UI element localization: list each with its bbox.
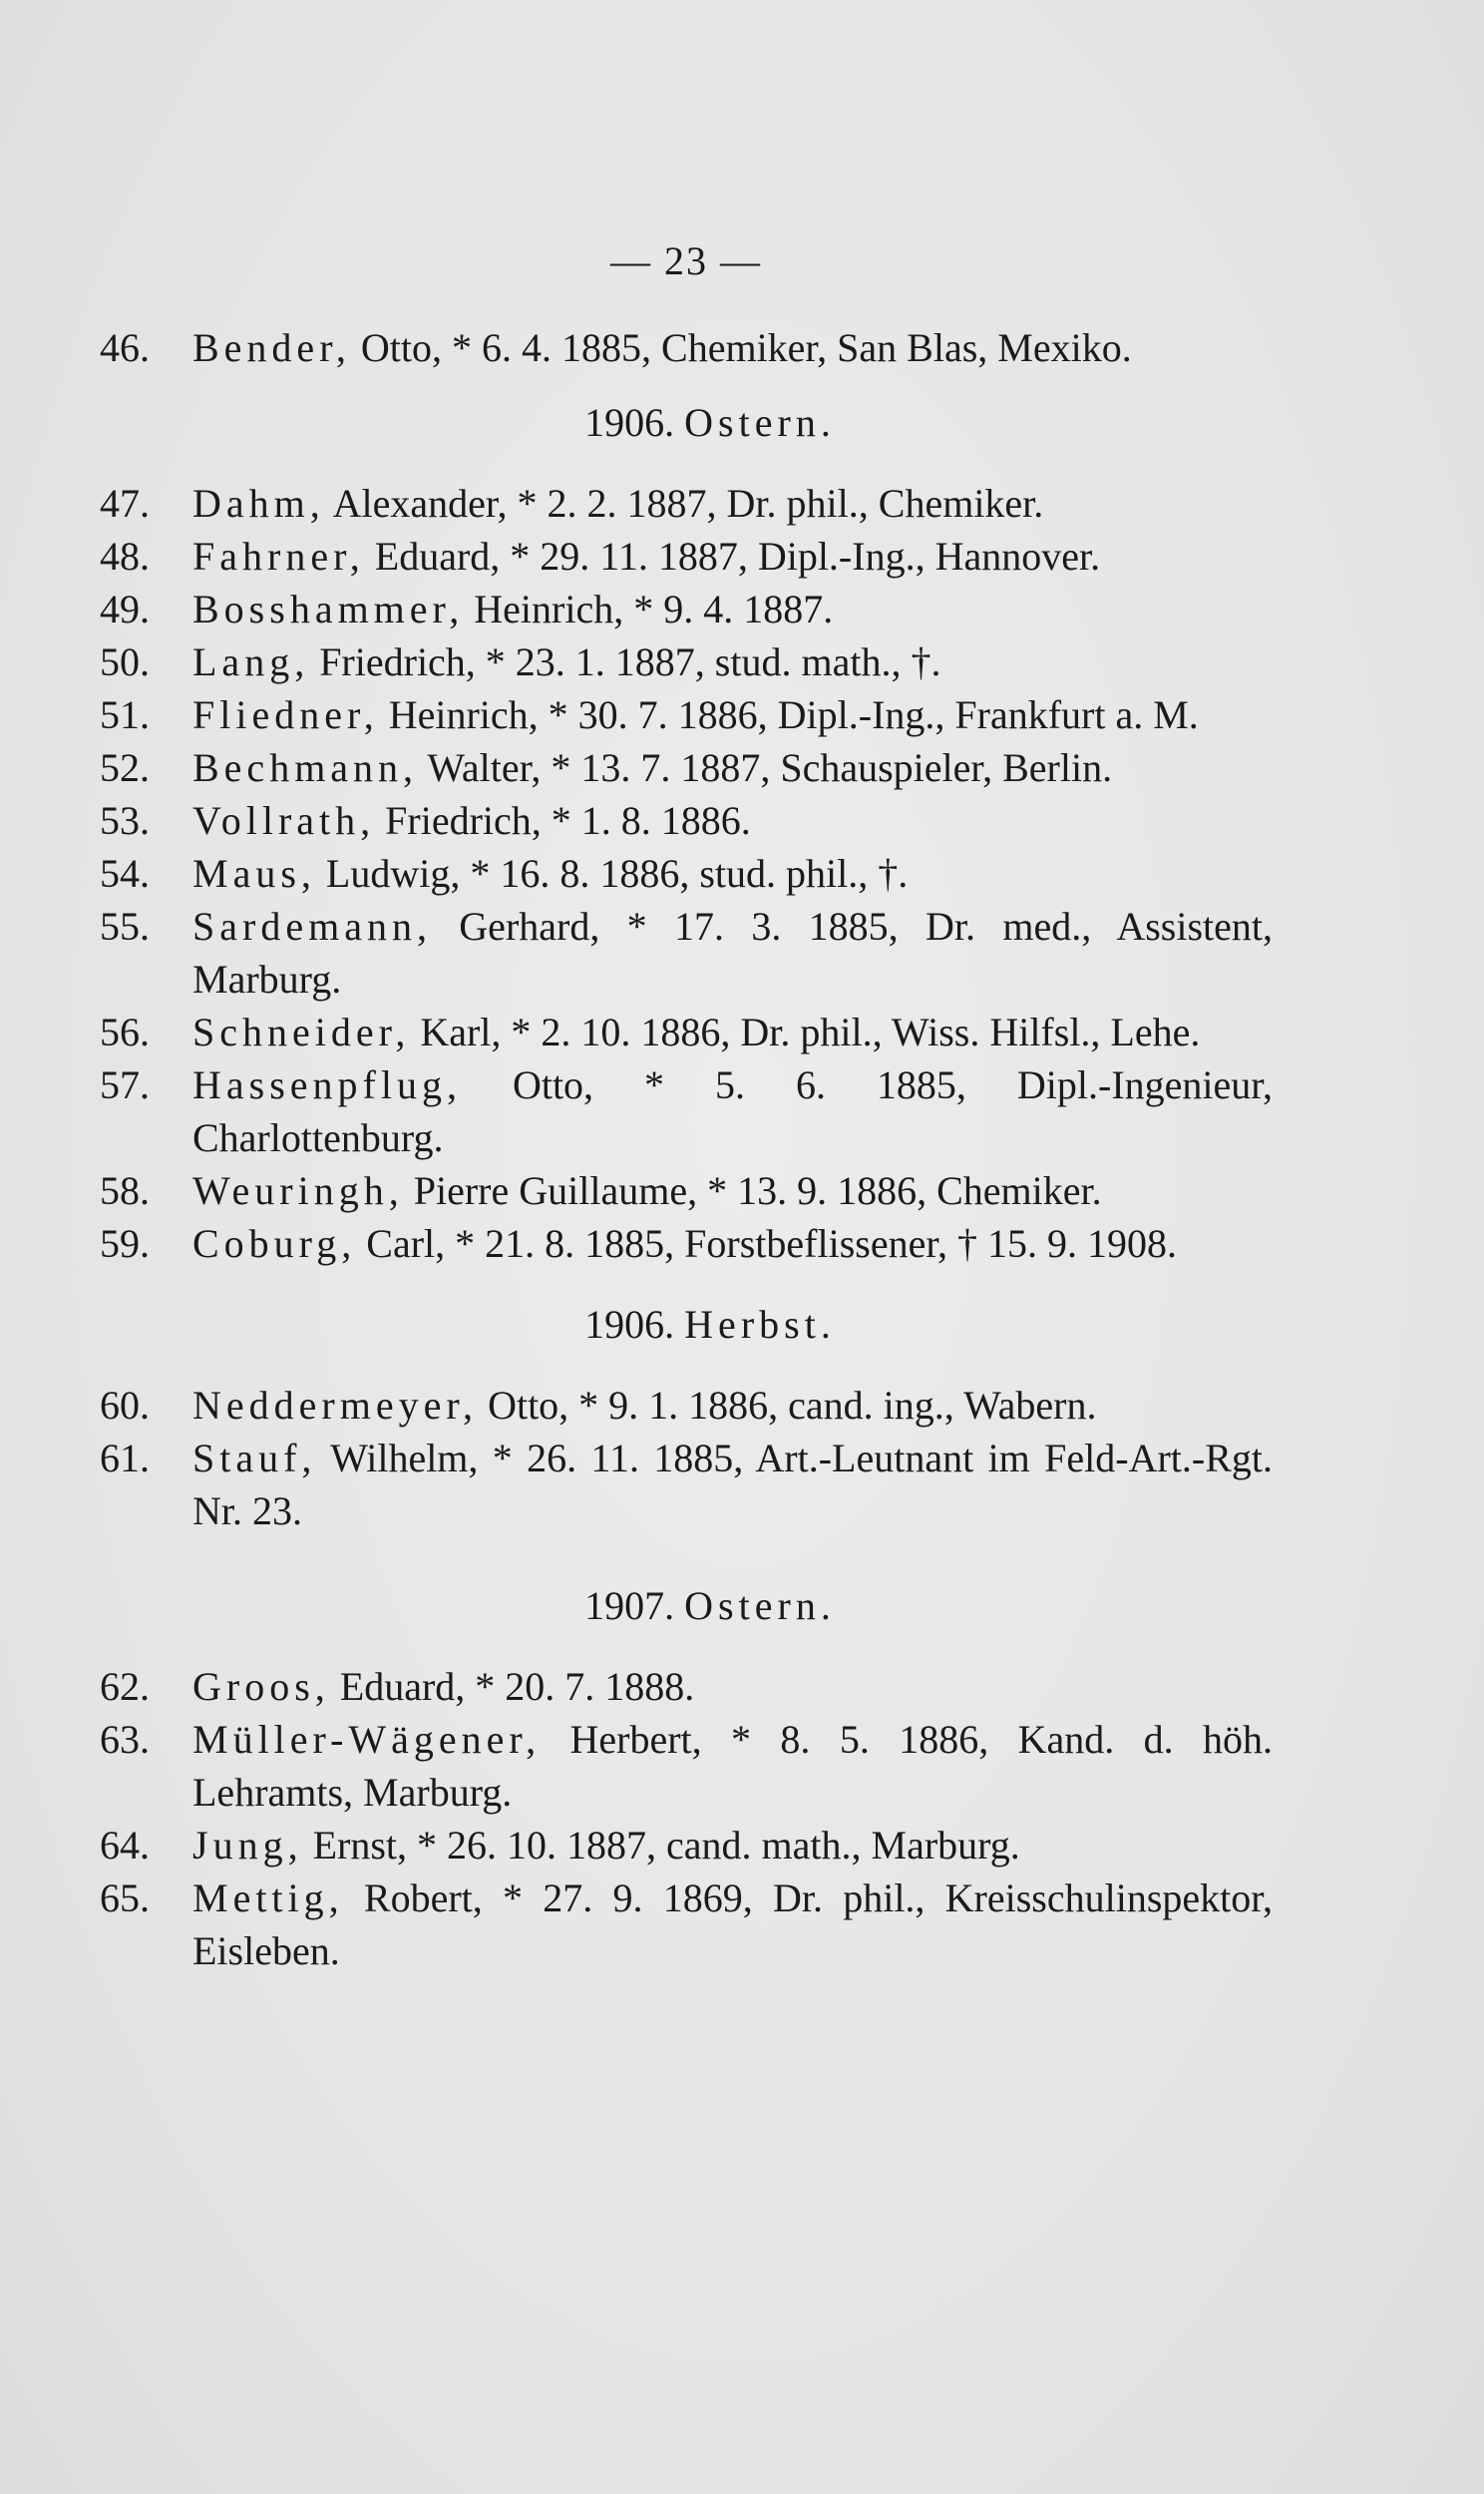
section-year: 1906. <box>584 400 675 445</box>
entry-details: Karl, * 2. 10. 1886, Dr. phil., Wiss. Hilfsl., Lehe. <box>420 1010 1201 1054</box>
section-header-1906-herbst <box>148 1298 1273 1351</box>
entry-name: Schneider, <box>192 1010 411 1054</box>
entry-name: Sardemann, <box>192 904 432 949</box>
entry-text <box>192 1660 1273 1713</box>
entry-details: Otto, * 5. 6. 1885, Dipl.-Ingenieur, Charlottenburg. <box>192 1062 1273 1160</box>
entry-number: 57. <box>100 1062 150 1107</box>
entry-details: Heinrich, * 9. 4. 1887. <box>474 587 834 631</box>
entry-name: Fahrner, <box>192 534 365 579</box>
entry-number: 53. <box>100 798 150 843</box>
entry-name: Mettig, <box>192 1875 344 1920</box>
entry-number: 60. <box>100 1383 150 1428</box>
entry-number: 58. <box>100 1168 150 1213</box>
entry-text <box>192 477 1273 530</box>
list-item <box>100 847 1273 900</box>
entry-details: Ludwig, * 16. 8. 1886, stud. phil., †. <box>325 851 909 896</box>
entry-text <box>192 530 1273 583</box>
entry-details: Wilhelm, * 26. 11. 1885, Art.-Leutnant im Feld-Art.-Rgt. Nr. 23. <box>192 1436 1273 1533</box>
entry-number: 48. <box>100 534 150 579</box>
entry-text <box>192 321 1273 374</box>
entry-name: Bender, <box>192 325 351 370</box>
entry-number: 47. <box>100 481 150 526</box>
entry-number: 64. <box>100 1823 150 1868</box>
entry-details: Carl, * 21. 8. 1885, Forstbeflissener, † 15. 9. 1908. <box>366 1221 1178 1266</box>
entry-name: Stauf, <box>192 1436 317 1480</box>
list-item <box>100 1058 1273 1164</box>
entry-text <box>192 1217 1273 1270</box>
entry-details: Alexander, * 2. 2. 1887, Dr. phil., Chemiker. <box>332 481 1044 526</box>
entry-group-b <box>100 477 1273 1270</box>
list-item <box>100 530 1273 583</box>
entry-name: Müller-Wägener, <box>192 1717 542 1762</box>
entry-name: Jung, <box>192 1823 303 1868</box>
list-item <box>100 1660 1273 1713</box>
entry-text <box>192 1713 1273 1819</box>
entry-name: Fliedner, <box>192 692 379 737</box>
entry-text <box>192 1058 1273 1164</box>
entry-text <box>192 635 1273 688</box>
section-header-1906-ostern <box>148 396 1273 449</box>
list-item <box>100 794 1273 847</box>
entry-details: Walter, * 13. 7. 1887, Schauspieler, Berlin. <box>427 745 1113 790</box>
entry-text <box>192 1819 1273 1871</box>
entry-details: Pierre Guillaume, * 13. 9. 1886, Chemiker. <box>413 1168 1102 1213</box>
member-list <box>100 321 1273 1977</box>
entry-text <box>192 900 1273 1006</box>
entry-group-a <box>100 321 1273 374</box>
entry-number: 52. <box>100 745 150 790</box>
list-item <box>100 688 1273 741</box>
entry-details: Friedrich, * 23. 1. 1887, stud. math., †. <box>319 639 941 684</box>
entry-name: Lang, <box>192 639 310 684</box>
entry-number: 54. <box>100 851 150 896</box>
entry-details: Robert, * 27. 9. 1869, Dr. phil., Kreisschulinspektor, Eisleben. <box>192 1875 1274 1973</box>
entry-number: 51. <box>100 692 150 737</box>
entry-name: Maus, <box>192 851 316 896</box>
entry-number: 61. <box>100 1436 150 1480</box>
list-item <box>100 1379 1273 1432</box>
entry-name: Weuringh, <box>192 1168 404 1213</box>
list-item <box>100 321 1273 374</box>
entry-number: 55. <box>100 904 150 949</box>
entry-text <box>192 1164 1273 1217</box>
entry-text <box>192 847 1273 900</box>
list-item <box>100 1819 1273 1871</box>
list-item <box>100 1871 1273 1977</box>
list-item <box>100 741 1273 794</box>
section-term: Ostern. <box>684 400 836 445</box>
list-item <box>100 583 1273 635</box>
list-item <box>100 1164 1273 1217</box>
list-item <box>100 1713 1273 1819</box>
entry-number: 56. <box>100 1010 150 1054</box>
list-item <box>100 477 1273 530</box>
entry-text <box>192 1379 1273 1432</box>
section-year: 1907. <box>584 1583 675 1628</box>
list-item <box>100 635 1273 688</box>
entry-text <box>192 1871 1273 1977</box>
entry-text <box>192 741 1273 794</box>
entry-details: Friedrich, * 1. 8. 1886. <box>385 798 751 843</box>
entry-details: Gerhard, * 17. 3. 1885, Dr. med., Assistent, Marburg. <box>192 904 1274 1002</box>
entry-text <box>192 1006 1273 1058</box>
entry-details: Herbert, * 8. 5. 1886, Kand. d. höh. Lehramts, Marburg. <box>192 1717 1273 1815</box>
entry-group-c <box>100 1379 1273 1537</box>
entry-name: Groos, <box>192 1664 330 1709</box>
entry-text <box>192 1432 1273 1537</box>
list-item <box>100 1217 1273 1270</box>
entry-number: 63. <box>100 1717 150 1762</box>
entry-number: 50. <box>100 639 150 684</box>
entry-details: Otto, * 6. 4. 1885, Chemiker, San Blas, Mexiko. <box>360 325 1132 370</box>
section-header-1907-ostern <box>148 1579 1273 1632</box>
list-item <box>100 1432 1273 1537</box>
section-year: 1906. <box>584 1302 675 1347</box>
entry-name: Hassenpflug, <box>192 1062 462 1107</box>
entry-details: Otto, * 9. 1. 1886, cand. ing., Wabern. <box>488 1383 1097 1428</box>
entry-text <box>192 794 1273 847</box>
entry-number: 49. <box>100 587 150 631</box>
entry-name: Bosshammer, <box>192 587 465 631</box>
entry-group-d <box>100 1660 1273 1977</box>
entry-number: 59. <box>100 1221 150 1266</box>
section-term: Ostern. <box>684 1583 836 1628</box>
page-number: — 23 — <box>610 238 762 283</box>
entry-details: Heinrich, * 30. 7. 1886, Dipl.-Ing., Frankfurt a. M. <box>388 692 1199 737</box>
entry-text <box>192 688 1273 741</box>
entry-name: Neddermeyer, <box>192 1383 479 1428</box>
entry-name: Vollrath, <box>192 798 376 843</box>
entry-name: Coburg, <box>192 1221 357 1266</box>
section-term: Herbst. <box>684 1302 836 1347</box>
entry-details: Eduard, * 29. 11. 1887, Dipl.-Ing., Hannover. <box>374 534 1101 579</box>
list-item <box>100 1006 1273 1058</box>
entry-name: Bechmann, <box>192 745 419 790</box>
entry-details: Ernst, * 26. 10. 1887, cand. math., Marburg. <box>312 1823 1020 1868</box>
entry-number: 65. <box>100 1875 150 1920</box>
entry-text <box>192 583 1273 635</box>
entry-number: 62. <box>100 1664 150 1709</box>
entry-number: 46. <box>100 325 150 370</box>
entry-name: Dahm, <box>192 481 325 526</box>
entry-details: Eduard, * 20. 7. 1888. <box>339 1664 695 1709</box>
list-item <box>100 900 1273 1006</box>
